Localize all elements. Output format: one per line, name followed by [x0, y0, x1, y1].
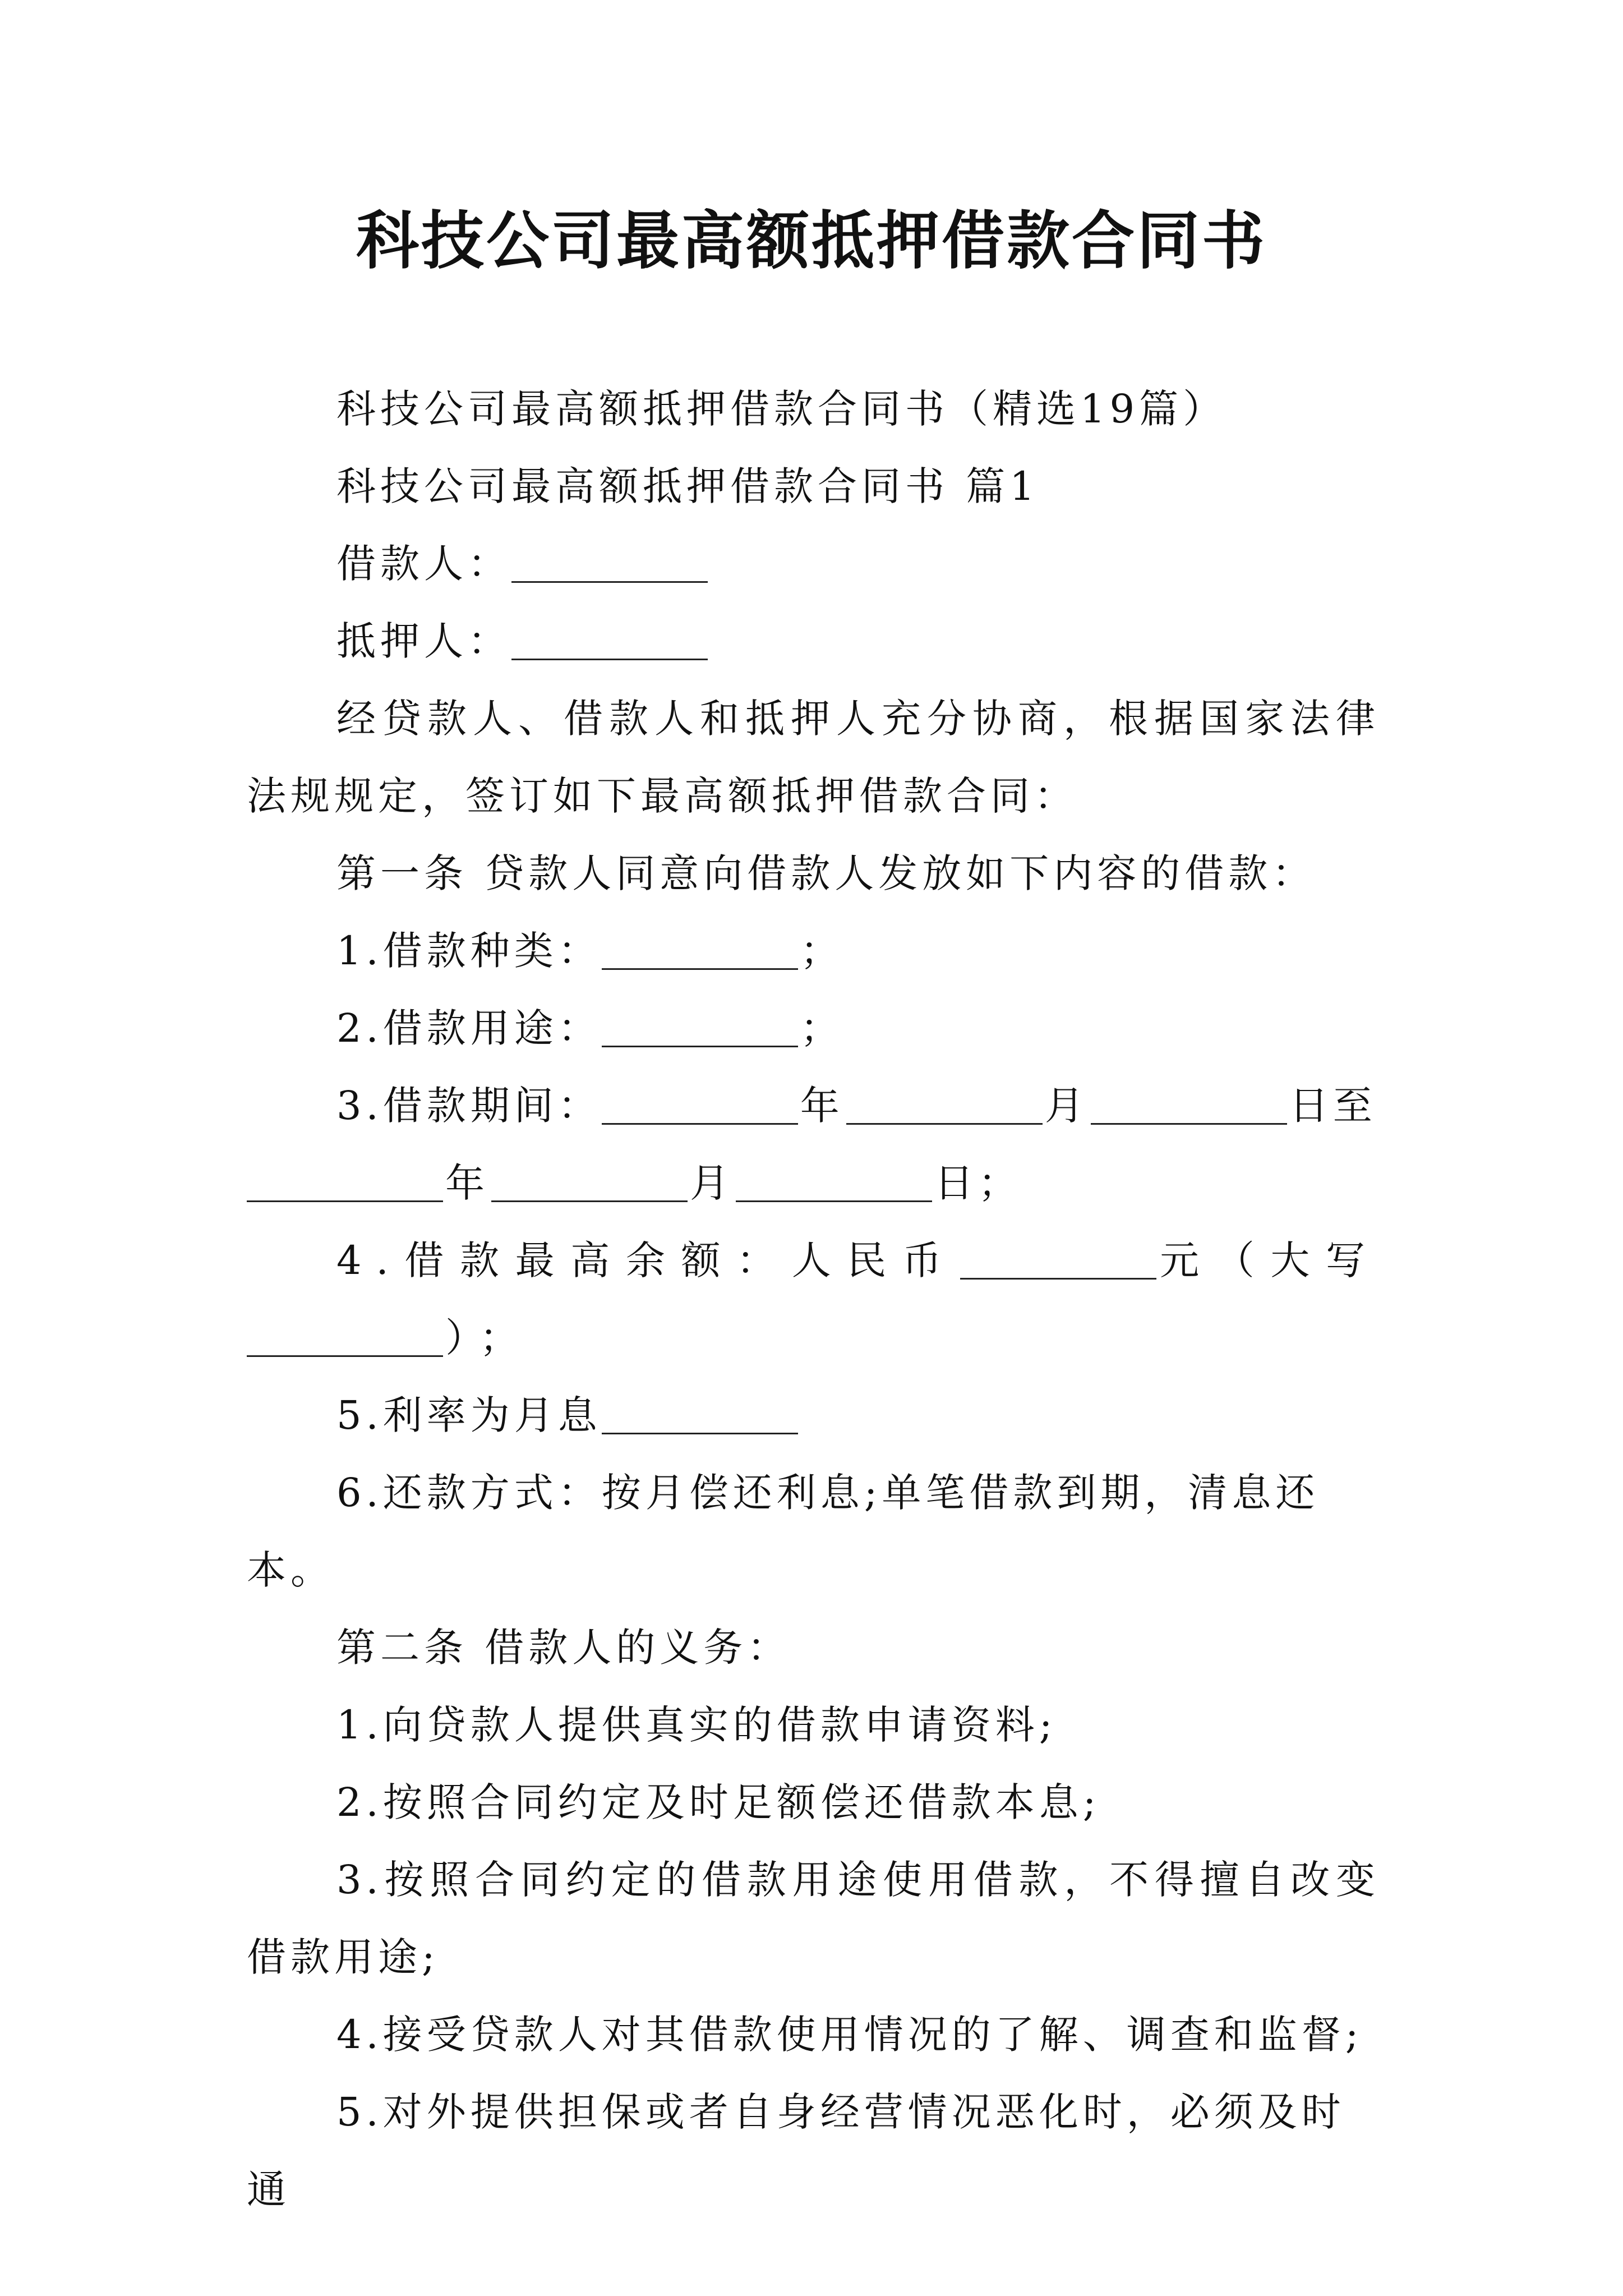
- borrower-label: 借款人：: [336, 541, 511, 587]
- mortgagor-label: 抵押人：: [336, 618, 511, 664]
- end-year-blank: [247, 1167, 443, 1202]
- article1-item4: [247, 1222, 1380, 1377]
- mortgagor-line: [247, 602, 1380, 680]
- end-day-blank: [736, 1167, 932, 1202]
- subtitle: 科技公司最高额抵押借款合同书（精选19篇）: [336, 386, 1227, 432]
- max-balance-blank: [960, 1244, 1156, 1280]
- end-month-blank: [491, 1167, 688, 1202]
- item1-end: ；: [800, 928, 844, 974]
- item4-label: 4.借款最高余额：人民币: [336, 1237, 958, 1283]
- loan-type-blank: [602, 935, 798, 970]
- item4-end: ）；: [445, 1315, 533, 1361]
- item3-label: 3.借款期间：: [336, 1083, 602, 1129]
- article2-item1: 1.向贷款人提供真实的借款申请资料;: [336, 1702, 1057, 1748]
- article1-item6: 6.还款方式：按月偿还利息;单笔借款到期，清息还本。: [247, 1470, 1320, 1593]
- month-label: 月: [1044, 1083, 1089, 1129]
- year-label: 年: [800, 1083, 844, 1129]
- section-heading: 科技公司最高额抵押借款合同书 篇1: [336, 463, 1039, 509]
- item2-end: ；: [800, 1005, 844, 1051]
- article2-item4: 4.接受贷款人对其借款使用情况的了解、调查和监督;: [336, 2012, 1363, 2058]
- year-label-2: 年: [445, 1160, 489, 1206]
- document-title: 科技公司最高额抵押借款合同书: [356, 205, 1267, 278]
- item1-label: 1.借款种类：: [336, 928, 602, 974]
- borrower-line: [247, 525, 1380, 602]
- start-day-blank: [1091, 1089, 1287, 1125]
- article1-item1: [247, 912, 1380, 990]
- article1-item3: [247, 1067, 1380, 1222]
- start-year-blank: [602, 1089, 798, 1125]
- interest-rate-blank: [602, 1399, 798, 1434]
- article2-item2: 2.按照合同约定及时足额偿还借款本息;: [336, 1779, 1101, 1825]
- borrower-blank: [511, 547, 708, 583]
- document-body: [247, 370, 1380, 2228]
- article1-item5: [247, 1377, 1380, 1454]
- item4-mid: 元（大写: [1158, 1237, 1380, 1283]
- intro-paragraph: 经贷款人、借款人和抵押人充分协商，根据国家法律法规规定，签订如下最高额抵押借款合同：: [247, 696, 1380, 819]
- day-to-label: 日至: [1289, 1083, 1377, 1129]
- item2-label: 2.借款用途：: [336, 1005, 602, 1051]
- article2-item5: 5.对外提供担保或者自身经营情况恶化时，必须及时通: [247, 2089, 1345, 2212]
- article1-item2: [247, 990, 1380, 1067]
- article2-item3: 3.按照合同约定的借款用途使用借款，不得擅自改变借款用途;: [247, 1857, 1380, 1980]
- amount-in-words-blank: [247, 1322, 443, 1357]
- article2-heading: 第二条 借款人的义务：: [336, 1625, 791, 1671]
- loan-purpose-blank: [602, 1012, 798, 1047]
- article1-heading: 第一条 贷款人同意向借款人发放如下内容的借款：: [336, 850, 1316, 896]
- start-month-blank: [846, 1089, 1043, 1125]
- item5-label: 5.利率为月息: [336, 1392, 602, 1438]
- mortgagor-blank: [511, 625, 708, 660]
- month-label-2: 月: [690, 1160, 734, 1206]
- day-end-label: 日；: [934, 1160, 1022, 1206]
